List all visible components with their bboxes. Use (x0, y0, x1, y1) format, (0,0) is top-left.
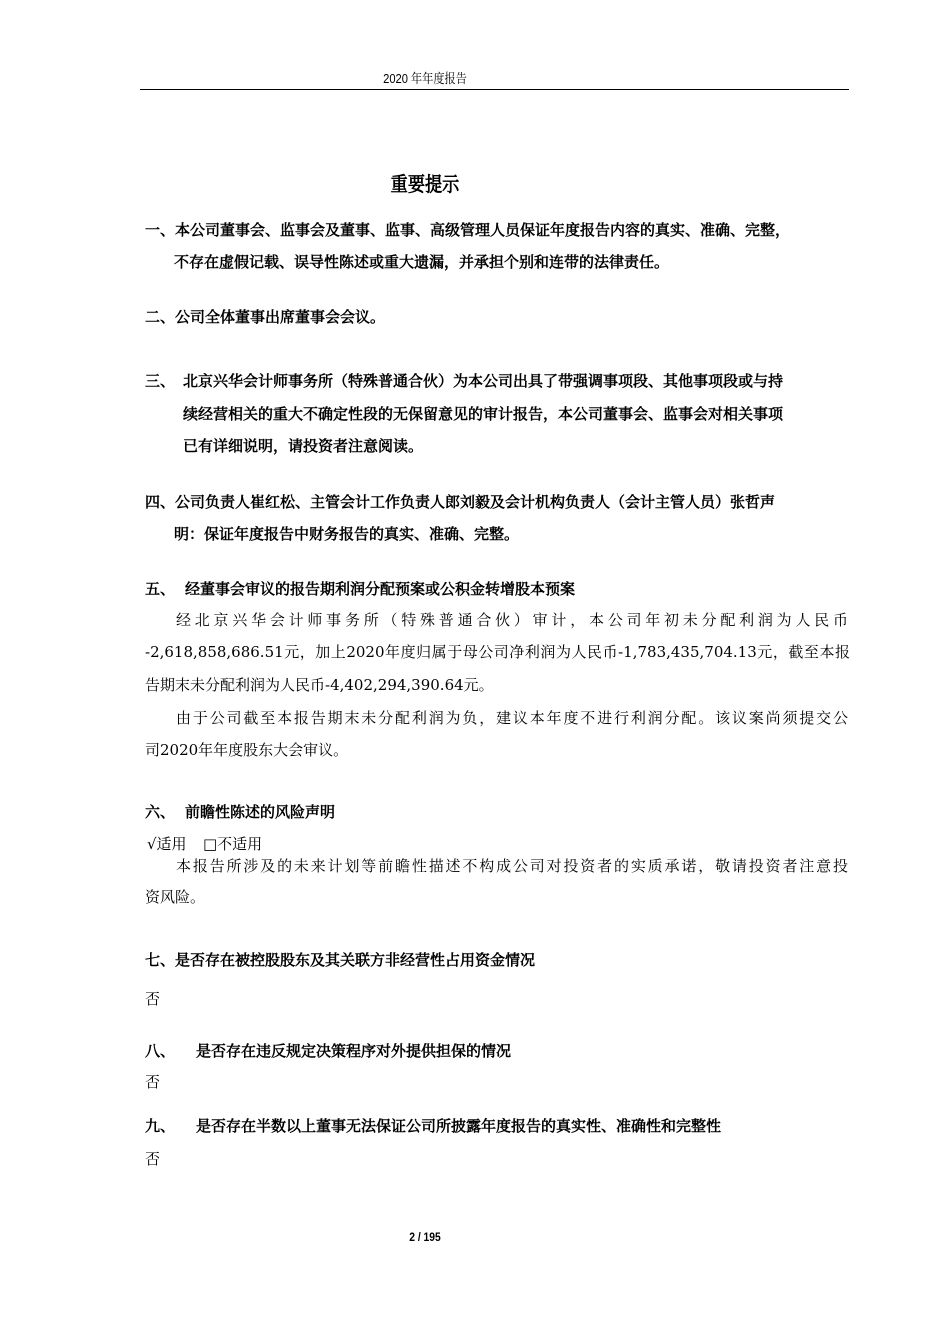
section-6-para-line-1: 本报告所涉及的未来计划等前瞻性描述不构成公司对投资者的实质承诺，敬请投资者注意投 (176, 857, 848, 875)
section-6-heading: 前瞻性陈述的风险声明 (185, 803, 336, 821)
section-7-answer: 否 (145, 990, 161, 1008)
section-8-answer: 否 (145, 1073, 161, 1091)
section-3-number: 三、 (145, 372, 176, 390)
section-5-para-1-line-2: -2,618,858,686.51元，加上2020年度归属于母公司净利润为人民币-1,783,435,704.13元，截至本报 (145, 643, 850, 661)
section-2-line-1: 二、公司全体董事出席董事会会议。 (145, 308, 386, 326)
page-header-title: 2020 年年度报告 (383, 71, 467, 86)
section-5-para-1-line-1: 经北京兴华会计师事务所（特殊普通合伙）审计，本公司年初未分配利润为人民币 (176, 611, 848, 629)
section-9-answer: 否 (145, 1150, 161, 1168)
option-applicable-checkbox[interactable]: √适用 (147, 835, 187, 853)
header-divider (140, 89, 849, 90)
section-4-line-1: 四、公司负责人崔红松、主管会计工作负责人郎刘毅及会计机构负责人（会计主管人员）张哲声 (145, 493, 776, 511)
section-5-para-2-line-2: 司2020年年度股东大会审议。 (145, 741, 349, 759)
section-5-number: 五、 (145, 580, 176, 598)
section-8-number: 八、 (145, 1042, 176, 1060)
section-1-line-1: 一、本公司董事会、监事会及董事、监事、高级管理人员保证年度报告内容的真实、准确、完整， (145, 221, 791, 239)
section-9-heading: 是否存在半数以上董事无法保证公司所披露年度报告的真实性、准确性和完整性 (196, 1117, 722, 1135)
section-3-line-3: 已有详细说明，请投资者注意阅读。 (183, 437, 424, 455)
section-4-line-2: 明：保证年度报告中财务报告的真实、准确、完整。 (174, 525, 520, 543)
section-5-para-2-line-1: 由于公司截至本报告期末未分配利润为负，建议本年度不进行利润分配。该议案尚须提交公 (176, 709, 848, 727)
section-3-line-2: 续经营相关的重大不确定性段的无保留意见的审计报告，本公司董事会、监事会对相关事项 (183, 405, 784, 423)
page-title: 重要提示 (390, 172, 460, 196)
section-7-heading: 七、是否存在被控股股东及其关联方非经营性占用资金情况 (145, 951, 536, 969)
page-number: 2 / 195 (409, 1230, 441, 1244)
section-6-number: 六、 (145, 803, 176, 821)
option-not-applicable-checkbox[interactable]: □不适用 (203, 835, 263, 853)
section-1-line-2: 不存在虚假记载、误导性陈述或重大遗漏，并承担个别和连带的法律责任。 (174, 253, 670, 271)
section-8-heading: 是否存在违反规定决策程序对外提供担保的情况 (196, 1042, 512, 1060)
section-5-heading: 经董事会审议的报告期利润分配预案或公积金转增股本预案 (185, 580, 576, 598)
section-5-para-1-line-3: 告期末未分配利润为人民币-4,402,294,390.64元。 (145, 676, 494, 694)
section-3-line-1: 北京兴华会计师事务所（特殊普通合伙）为本公司出具了带强调事项段、其他事项段或与持 (183, 372, 784, 390)
section-9-number: 九、 (145, 1117, 176, 1135)
section-6-para-line-2: 资风险。 (145, 888, 206, 906)
